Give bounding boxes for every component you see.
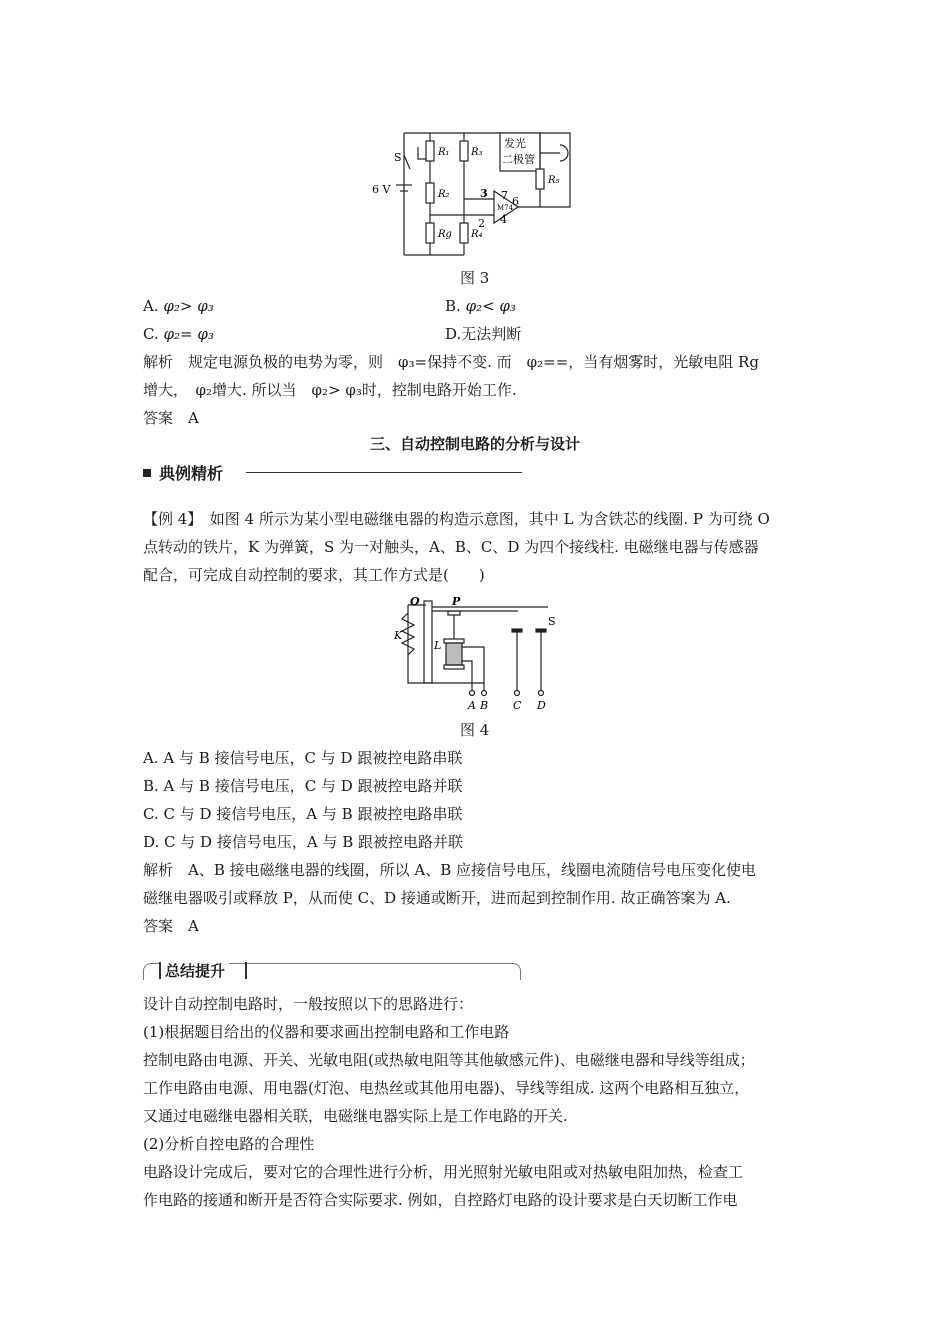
pin-3-label: 3 [480, 187, 488, 200]
summary-line: (1)根据题目给出的仪器和要求画出控制电路和工作电路 [143, 1023, 510, 1041]
label-p: P [452, 595, 461, 608]
example4-line-2: 点转动的铁片，K 为弹簧，S 为一对触头，A、B、C、D 为四个接线柱. 电磁继电器与传感器 [143, 538, 759, 556]
section-title: 三、自动控制电路的分析与设计 [369, 435, 580, 453]
label-k: K [394, 629, 403, 642]
pin-4-label: 4 [500, 213, 507, 226]
summary-header [143, 960, 521, 982]
label-l: L [434, 639, 442, 652]
summary-line: 控制电路由电源、开关、光敏电阻(或热敏电阻等其他敏感元件)、电磁继电器和导线等组成； [143, 1051, 755, 1069]
label-c: C [513, 699, 522, 712]
label-s: S [548, 615, 556, 628]
heading-square-icon [143, 469, 151, 477]
figure-4-relay [388, 595, 568, 717]
q4-analysis-line-1: 解析 A、B 接电磁继电器的线圈，所以 A、B 应接信号电压，线圈电流随信号电压变化使电 [143, 861, 757, 879]
summary-line: 设计自动控制电路时，一般按照以下的思路进行： [143, 995, 474, 1013]
led-label-2: 二极管 [502, 153, 535, 166]
label-b: B [480, 699, 489, 712]
figure-4-caption: 图 4 [460, 721, 490, 739]
q3-analysis-line-2: 增大， φ₂增大. 所以当 φ₂> φ₃时，控制电路开始工作. [143, 381, 517, 399]
pin-7-label: 7 [501, 189, 508, 202]
r1-label: R₁ [438, 147, 450, 158]
r5-label: R₅ [548, 175, 560, 186]
q3-answer: 答案 A [143, 409, 199, 427]
figure-3-circuit [360, 125, 600, 265]
q3-option-b: B. φ₂< φ₃ [445, 297, 516, 315]
q4-analysis-line-2: 磁继电器吸引或释放 P，从而使 C、D 接通或断开，进而起到控制作用. 故正确答案为 A. [143, 889, 731, 907]
q3-option-d: D.无法判断 [445, 325, 522, 343]
q3-analysis-line-1: 解析 规定电源负极的电势为零，则 φ₃=保持不变. 而 φ₂==，当有烟雾时，光敏电阻 Rg [143, 353, 759, 371]
summary-tick-right [245, 962, 247, 979]
q4-option-a: A. A 与 B 接信号电压，C 与 D 跟被控电路串联 [143, 749, 463, 767]
led-label-1: 发光 [504, 137, 526, 150]
summary-line: 工作电路由电源、用电器(灯泡、电热丝或其他用电器)、导线等组成. 这两个电路相互独立， [143, 1079, 750, 1097]
q4-option-b: B. A 与 B 接信号电压，C 与 D 跟被控电路并联 [143, 777, 463, 795]
pin-6-label: 6 [512, 195, 519, 208]
pin-2-label: 2 [478, 217, 485, 230]
example4-line-1: 【例 4】 如图 4 所示为某小型电磁继电器的构造示意图，其中 L 为含铁芯的线圈. P 为可绕 O [143, 510, 770, 528]
example4-line-3: 配合，可完成自动控制的要求，其工作方式是( ) [143, 566, 485, 584]
q4-option-c: C. C 与 D 接信号电压，A 与 B 跟被控电路串联 [143, 805, 463, 823]
label-o: O [410, 595, 420, 608]
q3-option-c: C. φ₂= φ₃ [143, 325, 214, 343]
label-d: D [537, 699, 546, 712]
label-a: A [468, 699, 476, 712]
r2-label: R₂ [438, 189, 450, 200]
summary-title: 总结提升 [161, 960, 229, 981]
summary-line: 又通过电磁继电器相关联，电磁继电器实际上是工作电路的开关. [143, 1107, 568, 1125]
q3-option-a: A. φ₂> φ₃ [143, 297, 214, 315]
heading-rule [246, 472, 522, 473]
figure-3-caption: 图 3 [460, 269, 490, 287]
chip-label: M74 [497, 204, 514, 212]
q4-option-d: D. C 与 D 接信号电压，A 与 B 跟被控电路并联 [143, 833, 463, 851]
r3-label: R₃ [471, 147, 483, 158]
r4-label: R₄ [471, 229, 483, 240]
voltage-label: 6 V [372, 183, 391, 196]
rg-label: Rg [438, 229, 452, 240]
example-heading: 典例精析 [143, 461, 223, 484]
summary-line: 作电路的接通和断开是否符合实际要求. 例如，自控路灯电路的设计要求是白天切断工作电 [143, 1191, 738, 1209]
q4-answer: 答案 A [143, 917, 199, 935]
summary-line: (2)分析自控电路的合理性 [143, 1135, 315, 1153]
summary-line: 电路设计完成后，要对它的合理性进行分析，用光照射光敏电阻或对热敏电阻加热，检查工 [143, 1163, 744, 1181]
switch-label: S [394, 151, 402, 164]
